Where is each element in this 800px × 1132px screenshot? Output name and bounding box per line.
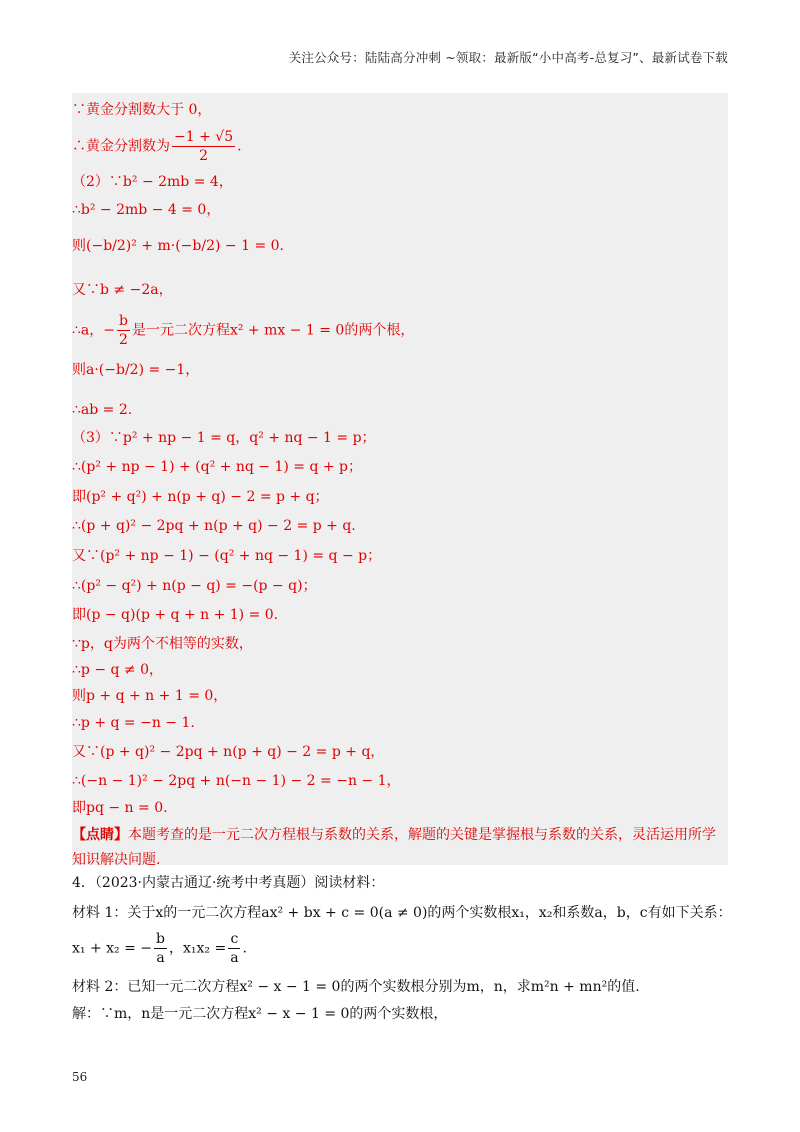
- fraction: $\frac{-1 + √5}{2}$: [174, 129, 234, 164]
- solution-line: ∴(−n − 1)² − 2pq + n(−n − 1) − 2 = −n − 1，: [72, 773, 401, 789]
- dianping-line: 知识解决问题.: [72, 852, 161, 868]
- solution-line: 则a·(−b/2) = −1，: [72, 362, 200, 378]
- solution-line: 则p + q + n + 1 = 0，: [72, 688, 228, 704]
- problem-line: 解：∵m，n是一元二次方程x² − x − 1 = 0的两个实数根，: [72, 1006, 448, 1022]
- solution-line: ∴(p + q)² − 2pq + n(p + q) − 2 = p + q.: [72, 518, 356, 534]
- problem-title: 4．（2023·内蒙古通辽·统考中考真题）阅读材料：: [72, 875, 385, 891]
- solution-line: ∵黄金分割数大于 0，: [72, 102, 212, 118]
- solution-line: ∴p − q ≠ 0，: [72, 662, 163, 678]
- problem-line: x₁ + x₂ = − $\frac{b}{a}$ ，x₁x₂ = $\frac{c}{a}$ .: [72, 931, 247, 966]
- problem-line: 材料 1：关于x的一元二次方程ax² + bx + c = 0(a ≠ 0)的两个实数根x₁，x₂和系数a，b，c有如下关系：: [72, 905, 732, 921]
- solution-line: （2）∵b² − 2mb = 4，: [72, 174, 233, 190]
- solution-line: ∴ab = 2.: [72, 402, 133, 418]
- solution-line: ∴p + q = −n − 1.: [72, 715, 195, 731]
- solution-line: ∵p，q为两个不相等的实数，: [72, 636, 253, 652]
- solution-line: 则(−b/2)² + m·(−b/2) − 1 = 0.: [72, 238, 284, 254]
- dianping-line: 【点睛】本题考查的是一元二次方程根与系数的关系，解题的关键是掌握根与系数的关系，灵活运用所学: [72, 827, 716, 843]
- fraction: $\frac{b}{a}$: [156, 931, 165, 966]
- solution-line: ∴(p² + np − 1) + (q² + nq − 1) = q + p；: [72, 459, 363, 475]
- solution-line: ∴黄金分割数为 $\frac{-1 + √5}{2}$ .: [72, 129, 242, 164]
- solution-line: 又∵b ≠ −2a，: [72, 282, 173, 298]
- solution-line: ∴(p² − q²) + n(p − q) = −(p − q)；: [72, 578, 317, 594]
- dianping-tag: 【点睛】: [72, 827, 128, 843]
- solution-line: 即(p² + q²) + n(p + q) − 2 = p + q；: [72, 489, 329, 505]
- solution-line: （3）∵p² + np − 1 = q，q² + nq − 1 = p；: [72, 430, 376, 446]
- solution-line: 又∵(p² + np − 1) − (q² + nq − 1) = q − p；: [72, 548, 382, 564]
- page-header: 关注公众号：陆陆高分冲刺 ~领取：最新版“小中高考-总复习”、最新试卷下载: [288, 50, 728, 65]
- solution-line: ∴a，− $\frac{b}{2}$ 是一元二次方程x² + mx − 1 = 0的两个根，: [72, 313, 415, 348]
- solution-line: 又∵(p + q)² − 2pq + n(p + q) − 2 = p + q，: [72, 744, 385, 760]
- page-number: 56: [72, 1070, 88, 1084]
- fraction: $\frac{b}{2}$: [118, 313, 128, 348]
- problem-line: 材料 2：已知一元二次方程x² − x − 1 = 0的两个实数根分别为m，n，求m²n + mn²的值.: [72, 979, 640, 995]
- fraction: $\frac{c}{a}$: [230, 931, 239, 966]
- solution-line: 即(p − q)(p + q + n + 1) = 0.: [72, 607, 279, 623]
- solution-line: ∴b² − 2mb − 4 = 0，: [72, 202, 221, 218]
- solution-line: 即pq − n = 0.: [72, 800, 168, 816]
